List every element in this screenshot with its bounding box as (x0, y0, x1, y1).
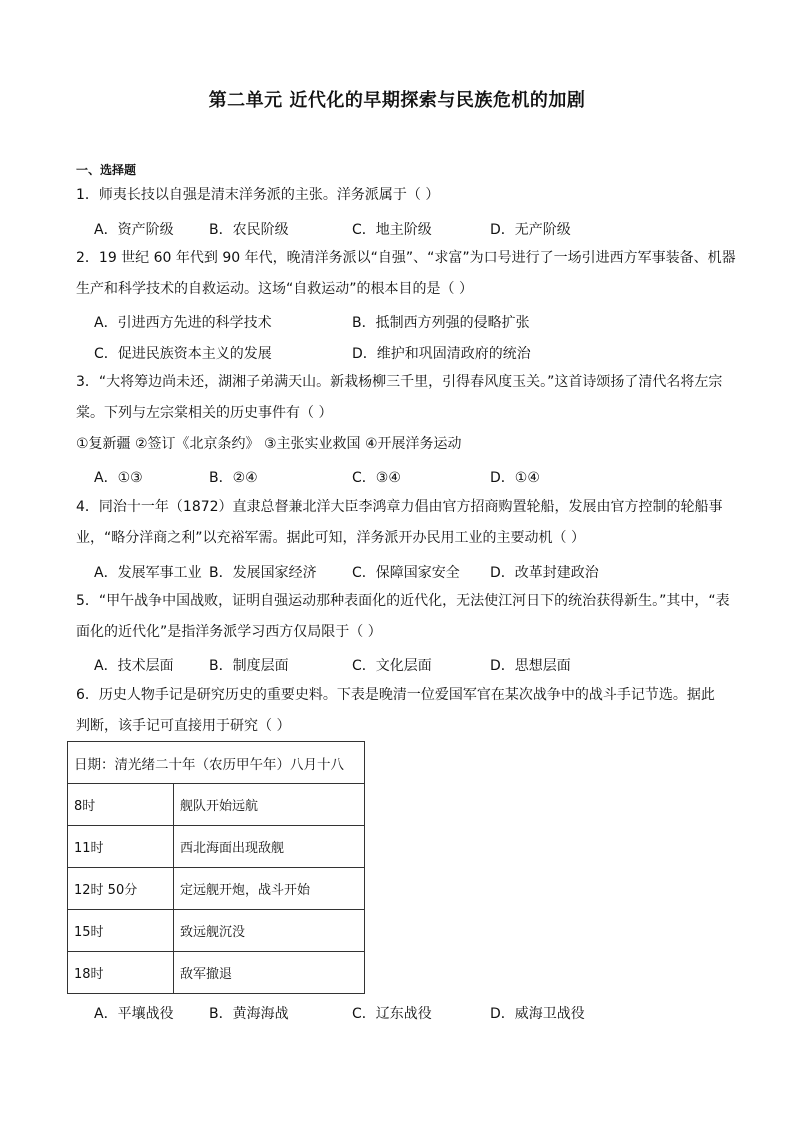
question-3-options (94, 467, 734, 491)
question-3-line2: 棠。下列与左宗棠相关的历史事件有（ ） (76, 405, 333, 421)
question-4-options (94, 562, 734, 586)
table-time-cell: 15时 (68, 910, 174, 952)
question-4-line2: 业，“略分洋商之利”以充裕军需。据此可知，洋务派开办民用工业的主要动机（ ） (76, 530, 585, 546)
table-event-cell: 西北海面出现敌舰 (174, 826, 365, 868)
question-6-line1: 6．历史人物手记是研究历史的重要史料。下表是晚清一位爱国军官在某次战争中的战斗手记节选。据此 (76, 687, 715, 703)
question-1-options (94, 219, 734, 243)
option-a[interactable]: A．资产阶级 (94, 222, 174, 238)
section-heading: 一、选择题 (76, 163, 137, 177)
question-4-line1: 4．同治十一年（1872）直隶总督兼北洋大臣李鸿章力倡由官方招商购置轮船，发展由官方控制的轮船事 (76, 499, 723, 515)
option-c[interactable]: C．③④ (352, 470, 401, 486)
option-b[interactable]: B．发展国家经济 (209, 565, 317, 581)
option-c[interactable]: C．促进民族资本主义的发展 (94, 346, 272, 362)
question-3-items: ①复新疆 ②签订《北京条约》 ③主张实业救国 ④开展洋务运动 (76, 436, 462, 452)
option-c[interactable]: C．地主阶级 (352, 222, 432, 238)
page-title: 第二单元 近代化的早期探索与民族危机的加剧 (208, 90, 586, 111)
table-time-cell: 18时 (68, 952, 174, 994)
option-c[interactable]: C．辽东战役 (352, 1006, 432, 1022)
question-2 (76, 243, 736, 305)
option-b[interactable]: B．制度层面 (209, 658, 289, 674)
option-a[interactable]: A．①③ (94, 470, 143, 486)
table-row (68, 910, 365, 952)
option-d[interactable]: D．思想层面 (490, 658, 571, 674)
option-b[interactable]: B．②④ (209, 470, 258, 486)
question-2-line1: 2．19 世纪 60 年代到 90 年代，晚清洋务派以“自强”、“求富”为口号进行了一场引进西方军事装备、机器 (76, 250, 736, 266)
question-2-line2: 生产和科学技术的自救运动。这场“自救运动”的根本目的是（ ） (76, 281, 473, 297)
question-6 (76, 680, 726, 742)
table-event-cell: 舰队开始远航 (174, 784, 365, 826)
question-5-line1: 5．“甲午战争中国战败，证明自强运动那种表面化的近代化，无法使江河日下的统治获得新生。”其中，“表 (76, 593, 730, 609)
table-row (68, 826, 365, 868)
question-5-options (94, 655, 734, 679)
table-event-cell: 敌军撤退 (174, 952, 365, 994)
table-time-cell: 11时 (68, 826, 174, 868)
table-event-cell: 致远舰沉没 (174, 910, 365, 952)
option-d[interactable]: D．①④ (490, 470, 540, 486)
option-a[interactable]: A．引进西方先进的科学技术 (94, 315, 272, 331)
table-time-cell: 8时 (68, 784, 174, 826)
question-1 (76, 180, 726, 211)
option-d[interactable]: D．改革封建政治 (490, 565, 599, 581)
option-b[interactable]: B．抵制西方列强的侵略扩张 (352, 315, 530, 331)
option-a[interactable]: A．发展军事工业 (94, 565, 202, 581)
question-6-options (94, 1003, 734, 1027)
table-row (68, 784, 365, 826)
option-d[interactable]: D．无产阶级 (490, 222, 571, 238)
question-2-options-row1 (94, 312, 734, 336)
table-event-cell: 定远舰开炮，战斗开始 (174, 868, 365, 910)
question-4 (76, 492, 726, 554)
table-time-cell: 12时 50分 (68, 868, 174, 910)
table-date-cell: 日期：清光绪二十年（农历甲午年）八月十八 (68, 742, 365, 784)
table-row (68, 868, 365, 910)
option-d[interactable]: D．威海卫战役 (490, 1006, 585, 1022)
question-2-options-row2 (94, 343, 734, 367)
battle-record-table (67, 741, 365, 994)
question-1-stem: 1．师夷长技以自强是清末洋务派的主张。洋务派属于（ ） (76, 187, 440, 203)
option-a[interactable]: A．技术层面 (94, 658, 174, 674)
question-6-line2: 判断，该手记可直接用于研究（ ） (76, 718, 291, 734)
option-b[interactable]: B．黄海海战 (209, 1006, 289, 1022)
option-c[interactable]: C．保障国家安全 (352, 565, 460, 581)
option-a[interactable]: A．平壤战役 (94, 1006, 174, 1022)
question-3 (76, 367, 726, 460)
table-row (68, 742, 365, 784)
option-d[interactable]: D．维护和巩固清政府的统治 (352, 346, 531, 362)
option-b[interactable]: B．农民阶级 (209, 222, 289, 238)
question-5-line2: 面化的近代化”是指洋务派学习西方仅局限于（ ） (76, 624, 382, 640)
question-5 (76, 586, 730, 648)
table-row (68, 952, 365, 994)
question-3-line1: 3．“大将筹边尚未还，湖湘子弟满天山。新栽杨柳三千里，引得春风度玉关。”这首诗颂扬了清代名将左宗 (76, 374, 723, 390)
option-c[interactable]: C．文化层面 (352, 658, 432, 674)
